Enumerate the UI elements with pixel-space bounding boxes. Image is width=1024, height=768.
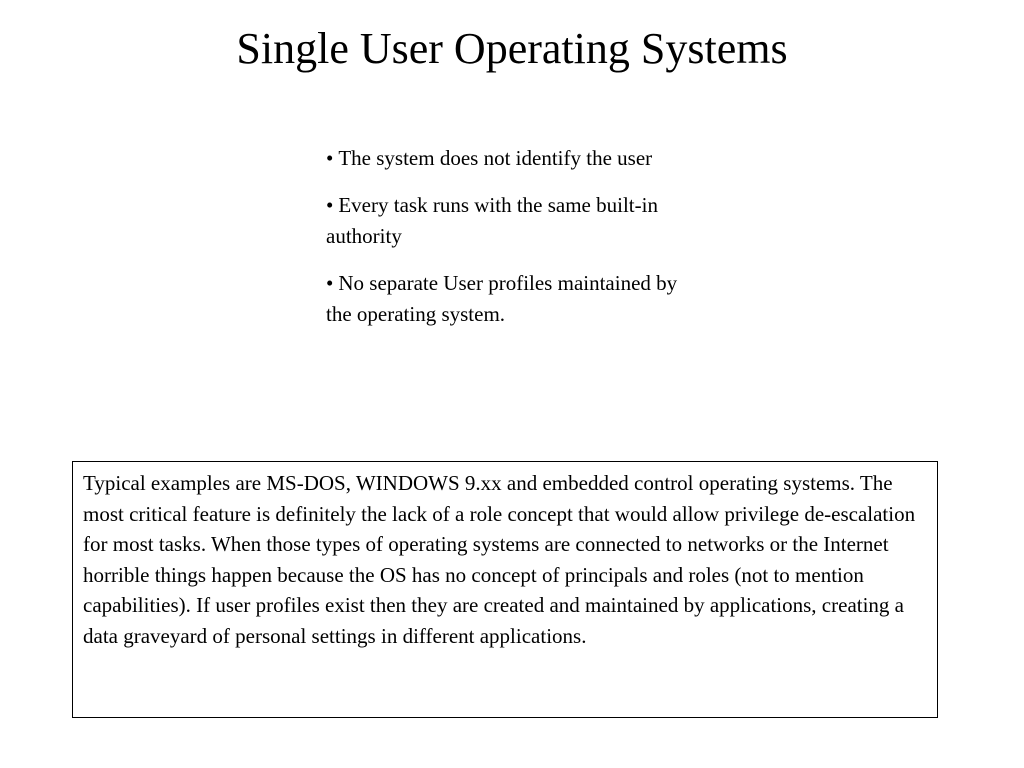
bullet-text: Every task runs with the same built-in authority — [326, 193, 658, 248]
bullet-dot: • — [326, 193, 334, 217]
bullet-text: No separate User profiles maintained by the operating system. — [326, 271, 678, 326]
bullet-item — [326, 143, 686, 174]
slide-title: Single User Operating Systems — [236, 24, 788, 73]
bullet-item — [326, 190, 686, 252]
bullet-item — [326, 268, 686, 330]
bullet-text: The system does not identify the user — [338, 146, 653, 170]
bullet-dot: • — [326, 146, 334, 170]
examples-text-box: Typical examples are MS-DOS, WINDOWS 9.xx and embedded control operating systems. The most critical feature is definitely the lack of a role concept that would allow privilege de-escalation for most tasks. When those types of operating systems are connected to networks or the Internet horrible things happen because the OS has no concept of principals and roles (not to mention capabilities). If user profiles exist then they are created and maintained by applications, creating a data graveyard of personal settings in different applications. — [72, 461, 938, 718]
bullet-list — [326, 143, 686, 346]
bullet-dot: • — [326, 271, 334, 295]
